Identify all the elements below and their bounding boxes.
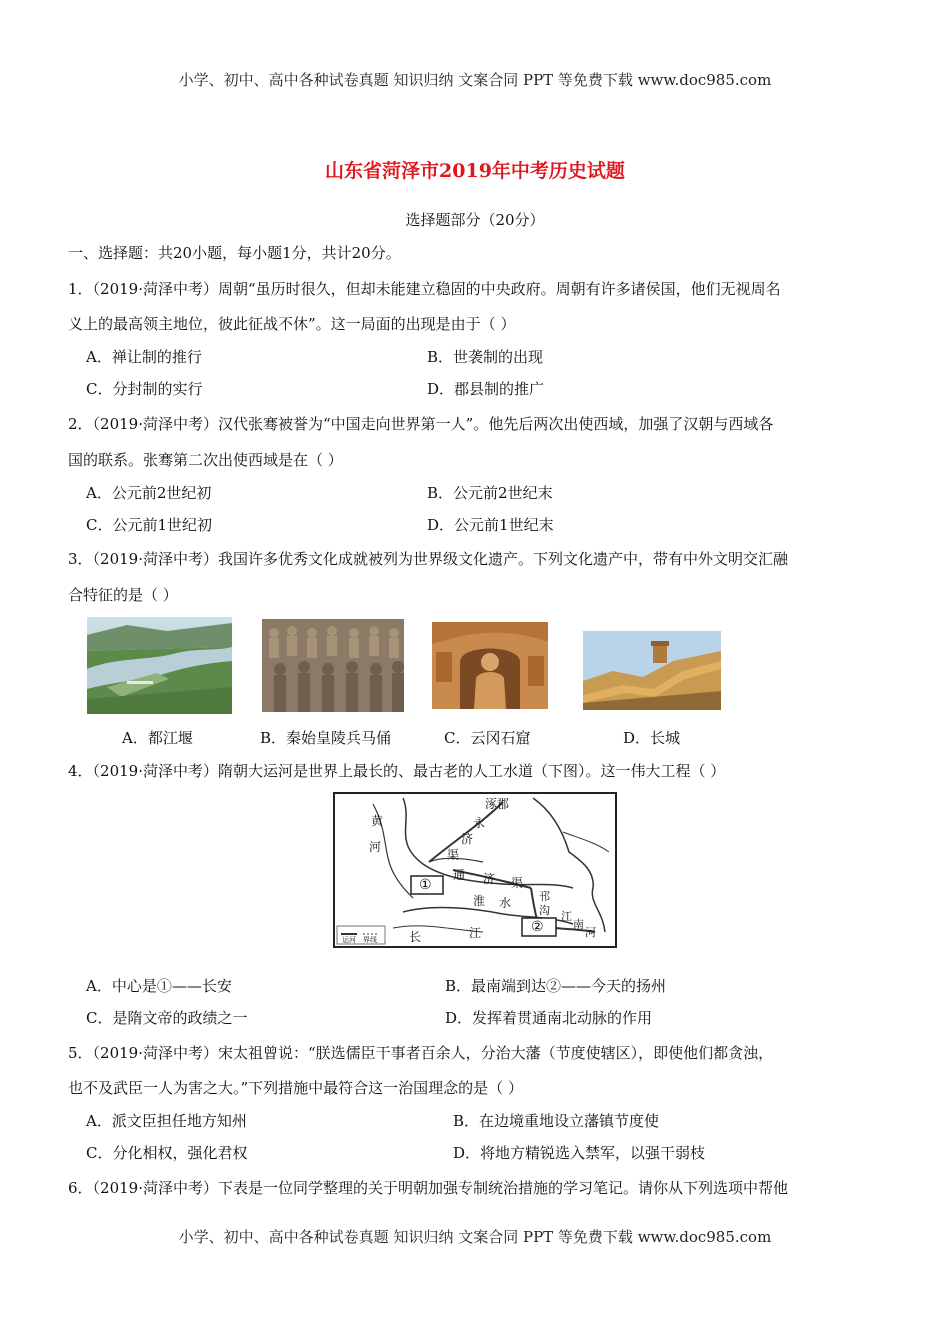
map-label: 永 [473,816,486,830]
question-6-line-1: 6．（2019·菏泽中考）下表是一位同学整理的关于明朝加强专制统治措施的学习笔记。请你从下列选项中帮他 [68,1179,788,1197]
map-label: 沟 [539,904,550,917]
q4-option-b: B．最南端到达②——今天的扬州 [445,977,667,995]
map-label-huanghe: 黄 [371,814,384,828]
page-subtitle: 选择题部分（20分） [405,211,545,229]
question-2-line-1: 2．（2019·菏泽中考）汉代张骞被誉为“中国走向世界第一人”。他先后两次出使西域，加强了汉朝与西域各 [68,415,774,433]
q5-option-a: A．派文臣担任地方知州 [86,1112,247,1130]
section-heading: 一、选择题：共20小题，每小题1分，共计20分。 [68,244,401,262]
q5-option-d: D．将地方精锐选入禁军，以强干弱枝 [453,1144,706,1162]
question-1-line-1: 1．（2019·菏泽中考）周朝“虽历时很久，但却未能建立稳固的中央政府。周朝有许多诸侯国，他们无视周名 [68,280,781,298]
map-label-huaishui: 淮 [473,894,486,908]
map-label: 河 [585,926,596,939]
marker-1: ① [419,877,432,893]
page-header: 小学、初中、高中各种试卷真题 知识归纳 文案合同 PPT 等免费下载 www.doc985.com [178,71,772,89]
q4-option-a: A．中心是①——长安 [86,977,232,995]
page-footer: 小学、初中、高中各种试卷真题 知识归纳 文案合同 PPT 等免费下载 www.doc985.com [178,1228,772,1246]
question-3-line-1: 3．（2019·菏泽中考）我国许多优秀文化成就被列为世界级文化遗产。下列文化遗产中，带有中外文明交汇融 [68,550,788,568]
map-label-jiangnanhe: 江 [561,910,572,923]
question-4-line-1: 4．（2019·菏泽中考）隋朝大运河是世界上最长的、最古老的人工水道（下图）。这一伟大工程（ ） [68,762,726,780]
question-5-line-1: 5．（2019·菏泽中考）宋太祖曾说：“朕选儒臣干事者百余人，分治大藩（节度使辖区），即使他们都贪浊， [68,1044,774,1062]
q2-option-c: C．公元前1世纪初 [86,516,213,534]
great-wall-photo [583,631,721,710]
yungang-grottoes-photo [432,622,548,709]
q4-option-d: D．发挥着贯通南北动脉的作用 [445,1009,653,1027]
question-3-line-2: 合特征的是（ ） [68,586,178,604]
terracotta-army-photo [262,619,404,712]
map-label: 南 [573,918,584,931]
q2-option-d: D．公元前1世纪末 [427,516,554,534]
question-1-line-2: 义上的最高领主地位，彼此征战不休”。这一局面的出现是由于（ ） [68,315,516,333]
map-label: 水 [499,896,512,910]
map-label: 渠 [447,848,460,862]
map-label-changjiang: 长 [409,930,422,944]
map-label: 通 [453,868,466,882]
page-title: 山东省菏泽市2019年中考历史试题 [325,160,625,182]
map-label: 济 [483,872,496,886]
q3-option-c: C．云冈石窟 [444,729,531,747]
q4-option-c: C．是隋文帝的政绩之一 [86,1009,248,1027]
map-label: 渠 [511,876,524,890]
question-2-line-2: 国的联系。张骞第二次出使西域是在（ ） [68,451,343,469]
q3-option-d: D．长城 [623,729,681,747]
q2-option-b: B．公元前2世纪末 [427,484,553,502]
q3-option-b: B．秦始皇陵兵马俑 [260,729,392,747]
q1-option-c: C．分封制的实行 [86,380,203,398]
map-label-hangou: 邗 [539,890,550,903]
question-5-line-2: 也不及武臣一人为害之大。”下列措施中最符合这一治国理念的是（ ） [68,1079,523,1097]
legend-canal: 运河 [342,936,356,944]
q1-option-d: D．郡县制的推广 [427,380,545,398]
q5-option-c: C．分化相权，强化君权 [86,1144,248,1162]
map-label-zhuojun: 涿郡 [485,797,510,811]
grand-canal-map [333,792,617,948]
map-label: 江 [469,926,482,940]
q1-option-a: A．禅让制的推行 [86,348,202,366]
dujiangyan-photo [87,617,232,714]
q2-option-a: A．公元前2世纪初 [86,484,212,502]
map-label: 济 [461,832,474,846]
q3-option-a: A．都江堰 [122,729,193,747]
q5-option-b: B．在边境重地设立藩镇节度使 [453,1112,660,1130]
marker-2: ② [531,919,544,935]
map-label: 河 [369,840,382,854]
legend-border: 界线 [363,936,377,944]
q1-option-b: B．世袭制的出现 [427,348,544,366]
